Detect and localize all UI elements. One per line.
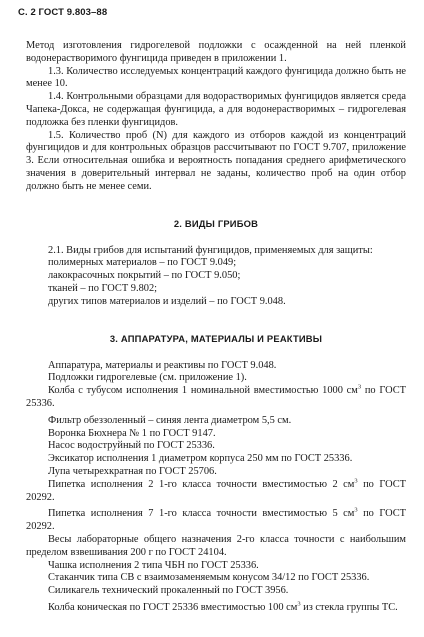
intro-paragraph: Метод изготовления гидрогелевой подложки с осажденной на ней пленкой водонерастворимого фунгицида приведен в приложении 1. (26, 40, 406, 64)
fungi-list-item: полимерных материалов – по ГОСТ 9.049; (48, 257, 237, 269)
equipment-line: Чашка исполнения 2 типа ЧБН по ГОСТ 25336. (48, 559, 259, 571)
clause-1-5: 1.5. Количество проб (N) для каждого из отборов каждой из концентраций фунгицидов и для контрольных образцов рассчитывают по ГОСТ 9.707, приложение 3. Если относительная ошибка и вероятность попадания среднего арифметического значения в доверительный интервал не заданы, количество проб на один отбор должно быть не менее семи. (26, 129, 406, 192)
fungi-list-item: лакокрасочных покрытий – по ГОСТ 9.050; (48, 270, 241, 282)
equipment-line: Эксикатор исполнения 1 диаметром корпуса 250 мм по ГОСТ 25336. (48, 453, 353, 465)
equipment-line: Аппаратура, материалы и реактивы по ГОСТ 9.048. (48, 359, 277, 371)
equipment-line: Подложки гидрогелевые (см. приложение 1). (48, 372, 247, 384)
document-body (26, 40, 406, 615)
clause-1-4: 1.4. Контрольными образцами для водорастворимых фунгицидов является среда Чапека-Докса, не содержащая фунгицида, а для водонерастворимых – гидрогелевая подложка без пленки фунгицидов. (26, 91, 406, 128)
equipment-line: Колба с тубусом исполнения 1 номинальной вместимостью 1000 $см^3$ по ГОСТ 25336. (26, 383, 406, 409)
equipment-line: Стаканчик типа СВ с взаимозаменяемым конусом 34/12 по ГОСТ 25336. (48, 572, 370, 584)
fungi-list-item: тканей – по ГОСТ 9.802; (48, 282, 158, 294)
clause-2-1: 2.1. Виды грибов для испытаний фунгицидов, применяемых для защиты: (48, 244, 373, 256)
clause-1-3: 1.3. Количество исследуемых концентраций каждого фунгицида должно быть не менее 10. (26, 65, 406, 90)
equipment-line: Пипетка исполнения 2 1-го класса точности вместимостью 2 $см^3$ по ГОСТ 20292. (26, 477, 406, 503)
equipment-line: Насос водоструйный по ГОСТ 25336. (48, 440, 215, 452)
equipment-line: Весы лабораторные общего назначения 2-го класса точности с наибольшим пределом взвешивания 200 г по ГОСТ 24104. (26, 533, 406, 558)
page-header: С. 2 ГОСТ 9.803–88 (18, 7, 108, 18)
section-3-title: 3. АППАРАТУРА, МАТЕРИАЛЫ И РЕАКТИВЫ (109, 332, 323, 344)
equipment-line: Силикагель технический прокаленный по ГОСТ 3956. (48, 585, 289, 597)
equipment-line: Пипетка исполнения 7 1-го класса точности вместимостью 5 $см^3$ по ГОСТ 20292. (26, 506, 406, 533)
equipment-line: Воронка Бюхнера № 1 по ГОСТ 9147. (48, 427, 216, 439)
equipment-line: Фильтр обеззоленный – синяя лента диаметром 5,5 см. (48, 414, 292, 426)
section-2-title: 2. ВИДЫ ГРИБОВ (173, 217, 259, 229)
fungi-list-item: других типов материалов и изделий – по ГОСТ 9.048. (48, 295, 286, 307)
equipment-line: Лупа четырехкратная по ГОСТ 25706. (48, 465, 217, 477)
equipment-line: Колба коническая по ГОСТ 25336 вместимостью 100 $см^3$ из стекла группы ТС. (48, 600, 398, 613)
